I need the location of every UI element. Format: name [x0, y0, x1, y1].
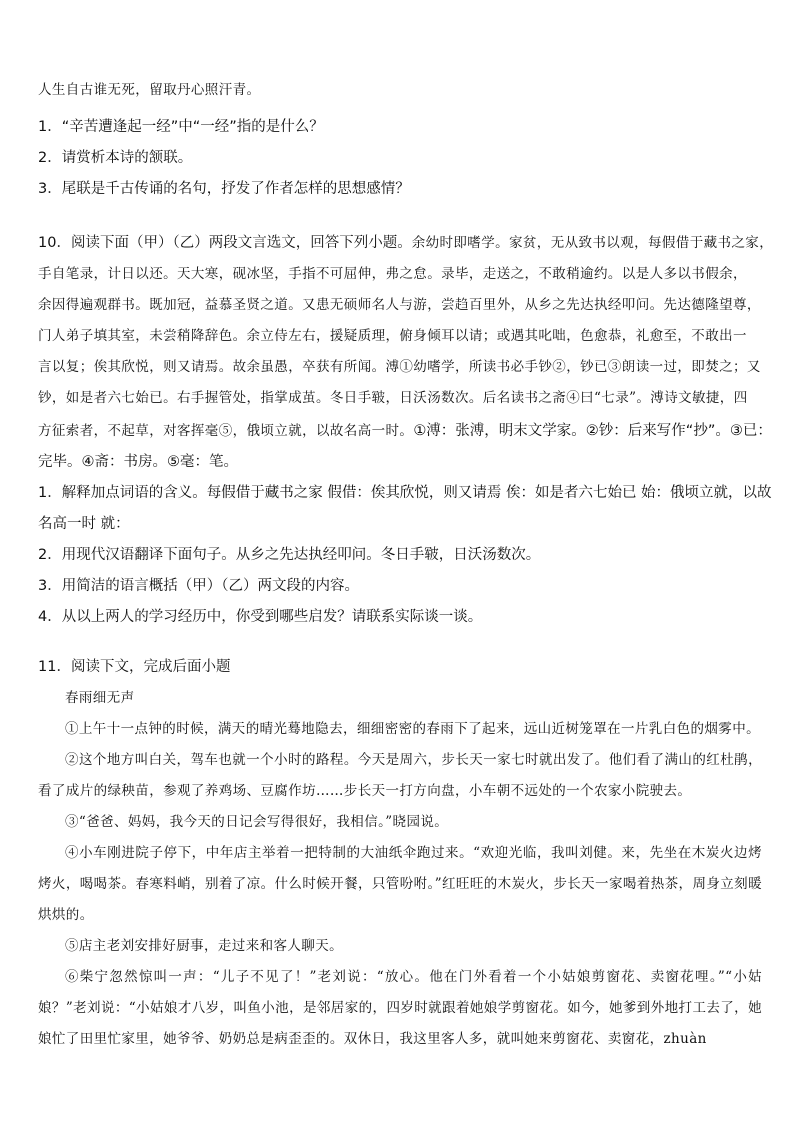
q10-passage-line: 门人弟子填其室，未尝稍降辞色。余立侍左右，援疑质理，俯身倾耳以请；或遇其叱咄，色愈恭，礼愈至，不敢出一: [38, 328, 747, 344]
q10-passage-line: 钞，如是者六七始已。右手握管处，指掌成茧。冬日手皲，日沃汤数次。后名读书之斋④曰“七录”。溥诗文敏捷，四: [38, 390, 748, 406]
q10-item-1: 1．解释加点词语的含义。每假借于藏书之家 假借：俟其欣悦，则又请焉 俟：如是者六七始已 始：俄顷立就，以故: [38, 485, 772, 501]
q10-passage-line: 言以复；俟其欣悦，则又请焉。故余虽愚，卒获有所闻。溥①幼嗜学，所读书必手钞②，钞已③朗读一过，即焚之；又: [38, 359, 761, 375]
q10-item-3: 3．用简洁的语言概括（甲）（乙）两文段的内容。: [38, 578, 359, 594]
article-paragraph-3: ③“爸爸、妈妈，我今天的日记会写得很好，我相信。”晓园说。: [65, 814, 449, 830]
article-paragraph-1: ①上午十一点钟的时候，满天的晴光蓦地隐去，细细密密的春雨下了起来，远山近树笼罩在一片乳白色的烟雾中。: [65, 721, 760, 737]
q10-notes: ①溥：张溥，明末文学家。②钞：后来写作“抄”。③已：: [413, 423, 772, 439]
q10-intro: 10．阅读下面（甲）（乙）两段文言选文，回答下列小题。: [38, 235, 412, 251]
q10-notes-cont: 完毕。④斋：书房。⑤毫：笔。: [38, 454, 238, 470]
q10-passage-line: 手自笔录，计日以还。天大寒，砚冰坚，手指不可屈伸，弗之怠。录毕，走送之，不敢稍逾约。以是人多以书假余，: [38, 266, 747, 282]
article-title: 春雨细无声: [65, 690, 135, 706]
q11-intro: 11．阅读下文，完成后面小题: [38, 659, 231, 675]
article-paragraph-2: ②这个地方叫白关，驾车也就一个小时的路程。今天是周六，步长天一家七时就出发了。他们看了满山的红杜鹃，看了成片的绿秧苗，参观了养鸡场、豆腐作坊……步长天一打方向盘，小车朝不远处的一个农家小院驶去。: [38, 752, 762, 799]
q9-item-3: 3．尾联是千古传诵的名句，抒发了作者怎样的思想感情？: [38, 181, 410, 197]
q9-item-2: 2．请赏析本诗的颔联。: [38, 150, 193, 166]
q10-line-7: [38, 414, 772, 447]
q10-line-1: [38, 226, 774, 259]
q10-passage-line: 余幼时即嗜学。家贫，无从致书以观，每假借于藏书之家，: [411, 235, 774, 251]
q9-item-1: 1．“辛苦遭逢起一经”中“一经”指的是什么？: [38, 119, 324, 135]
article-paragraph-5: ⑤店主老刘安排好厨事，走过来和客人聊天。: [65, 938, 343, 954]
q11-block: [38, 652, 762, 1055]
q10-block: [38, 226, 774, 633]
q10-item-2: 2．用现代汉语翻译下面句子。从乡之先达执经叩问。冬日手皲，日沃汤数次。: [38, 547, 541, 563]
poem-last-line: 人生自古谁无死，留取丹心照汗青。: [38, 82, 261, 98]
q10-item-1-cont: 名高一时 就：: [38, 516, 130, 532]
article-paragraph-4: ④小车刚进院子停下，中年店主举着一把特制的大油纸伞跑过来。“欢迎光临，我叫刘健。来，先坐在木炭火边烤烤火，喝喝茶。春寒料峭，别着了凉。什么时候开餐，只管吩咐。”红旺旺的木炭火，步长天一家喝着热茶，周身立刻暖烘烘的。: [38, 845, 762, 923]
q10-passage-line: 方征索者，不起草，对客挥毫⑤，俄顷立就，以故名高一时。: [38, 423, 414, 439]
article-paragraph-6: ⑥柴宁忽然惊叫一声：“儿子不见了！”老刘说：“放心。他在门外看着一个小姑娘剪窗花、卖窗花哩。”“小姑娘？”老刘说：“小姑娘才八岁，叫鱼小池，是邻居家的，四岁时就跟着她娘学剪窗花。如今，她爹到外地打工去了，她娘忙了田里忙家里，她爷爷、奶奶总是病歪歪的。双休日，我这里客人多，就叫她来剪窗花、卖窗花，zhuàn: [38, 969, 762, 1047]
q9-questions: [38, 112, 410, 205]
q10-passage-line: 余因得遍观群书。既加冠，益慕圣贤之道。又患无硕师名人与游，尝趋百里外，从乡之先达执经叩问。先达德隆望尊，: [38, 297, 761, 313]
q10-item-4: 4．从以上两人的学习经历中，你受到哪些启发？请联系实际谈一谈。: [38, 609, 483, 625]
